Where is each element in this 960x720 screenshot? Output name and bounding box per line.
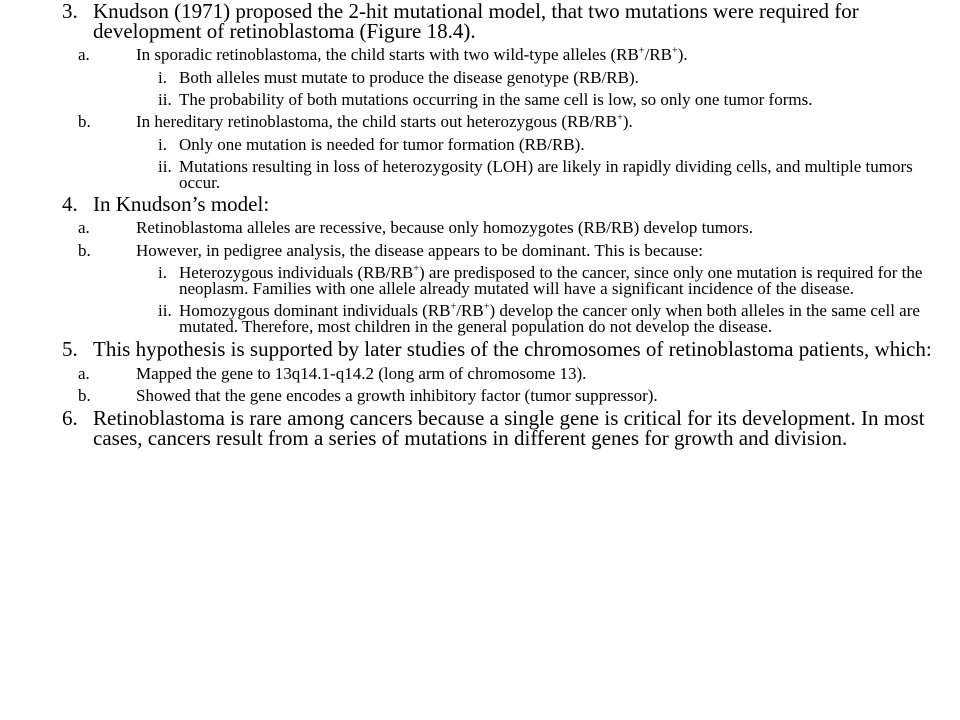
point-4a-marker: a. xyxy=(78,218,90,238)
point-4a-text: Retinoblastoma alleles are recessive, because only homozygotes (RB/RB) develop tumors. xyxy=(136,218,754,238)
point-4b-marker: b. xyxy=(78,240,91,260)
point-4b-text: However, in pedigree analysis, the disease appears to be dominant. This is because: xyxy=(136,240,703,260)
point-6-marker: 6. xyxy=(62,406,78,431)
point-3-text: Knudson (1971) proposed the 2-hit mutational model, that two mutations were required for development of retinoblastoma (Figure 18.4). xyxy=(93,0,859,43)
point-6-text: Retinoblastoma is rare among cancers because a single gene is critical for its development. In most cases, cancers result from a series of mutations in different genes for growth and division. xyxy=(93,406,925,450)
point-3-marker: 3. xyxy=(62,0,78,23)
point-4b xyxy=(78,240,936,260)
point-3b-i-marker: i. xyxy=(158,135,167,155)
point-3b-ii xyxy=(158,159,949,191)
point-3b-ii-text: Mutations resulting in loss of heterozygosity (LOH) are likely in rapidly dividing cells, and multiple tumors occur. xyxy=(179,157,913,192)
point-4-marker: 4. xyxy=(62,191,78,216)
point-5 xyxy=(62,336,943,361)
point-5-text: This hypothesis is supported by later studies of the chromosomes of retinoblastoma patients, which: xyxy=(93,336,932,361)
point-3a-ii-text: The probability of both mutations occurring in the same cell is low, so only one tumor forms. xyxy=(179,89,813,109)
point-3a-i-text: Both alleles must mutate to produce the disease genotype (RB/RB). xyxy=(179,67,639,87)
point-3b-i xyxy=(158,137,949,153)
point-3b-ii-marker: ii. xyxy=(158,157,172,177)
point-4 xyxy=(62,191,943,216)
point-5a xyxy=(78,364,936,384)
point-4b-i-marker: i. xyxy=(158,262,167,282)
point-5-marker: 5. xyxy=(62,336,78,361)
point-3b-marker: b. xyxy=(78,112,91,132)
point-4-text: In Knudson’s model: xyxy=(93,191,270,216)
point-3a-ii xyxy=(158,89,949,109)
point-6 xyxy=(62,406,943,450)
point-3b-text: In hereditary retinoblastoma, the child starts out heterozygous (RB/RB+). xyxy=(136,112,633,132)
point-4a xyxy=(78,218,936,238)
point-4b-i-text: Heterozygous individuals (RB/RB+) are predisposed to the cancer, since only one mutation is required for the neoplasm. Families with one allele already mutated will have a significant incidence of the disease. xyxy=(179,262,923,298)
point-3a-ii-marker: ii. xyxy=(158,89,172,109)
point-3a-text: In sporadic retinoblastoma, the child starts with two wild-type alleles (RB+/RB+). xyxy=(136,45,688,65)
point-5b-text: Showed that the gene encodes a growth inhibitory factor (tumor suppressor). xyxy=(136,386,658,406)
point-5a-text: Mapped the gene to 13q14.1-q14.2 (long arm of chromosome 13). xyxy=(136,364,587,384)
point-3a-i-marker: i. xyxy=(158,67,167,87)
point-4b-i xyxy=(158,262,949,298)
point-3a xyxy=(78,45,936,65)
point-3a-marker: a. xyxy=(78,45,90,65)
point-3a-i xyxy=(158,67,949,87)
point-4b-ii-text: Homozygous dominant individuals (RB+/RB+) develop the cancer only when both alleles in the same cell are mutated. Therefore, most children in the general population do not develop the disease. xyxy=(179,301,920,337)
point-4b-ii-marker: ii. xyxy=(158,301,172,321)
point-5a-marker: a. xyxy=(78,364,90,384)
point-3 xyxy=(62,2,943,41)
point-3b-i-text: Only one mutation is needed for tumor formation (RB/RB). xyxy=(179,135,585,155)
point-5b xyxy=(78,386,936,406)
point-5b-marker: b. xyxy=(78,386,91,406)
point-4b-ii xyxy=(158,303,949,335)
point-3b xyxy=(78,112,936,132)
